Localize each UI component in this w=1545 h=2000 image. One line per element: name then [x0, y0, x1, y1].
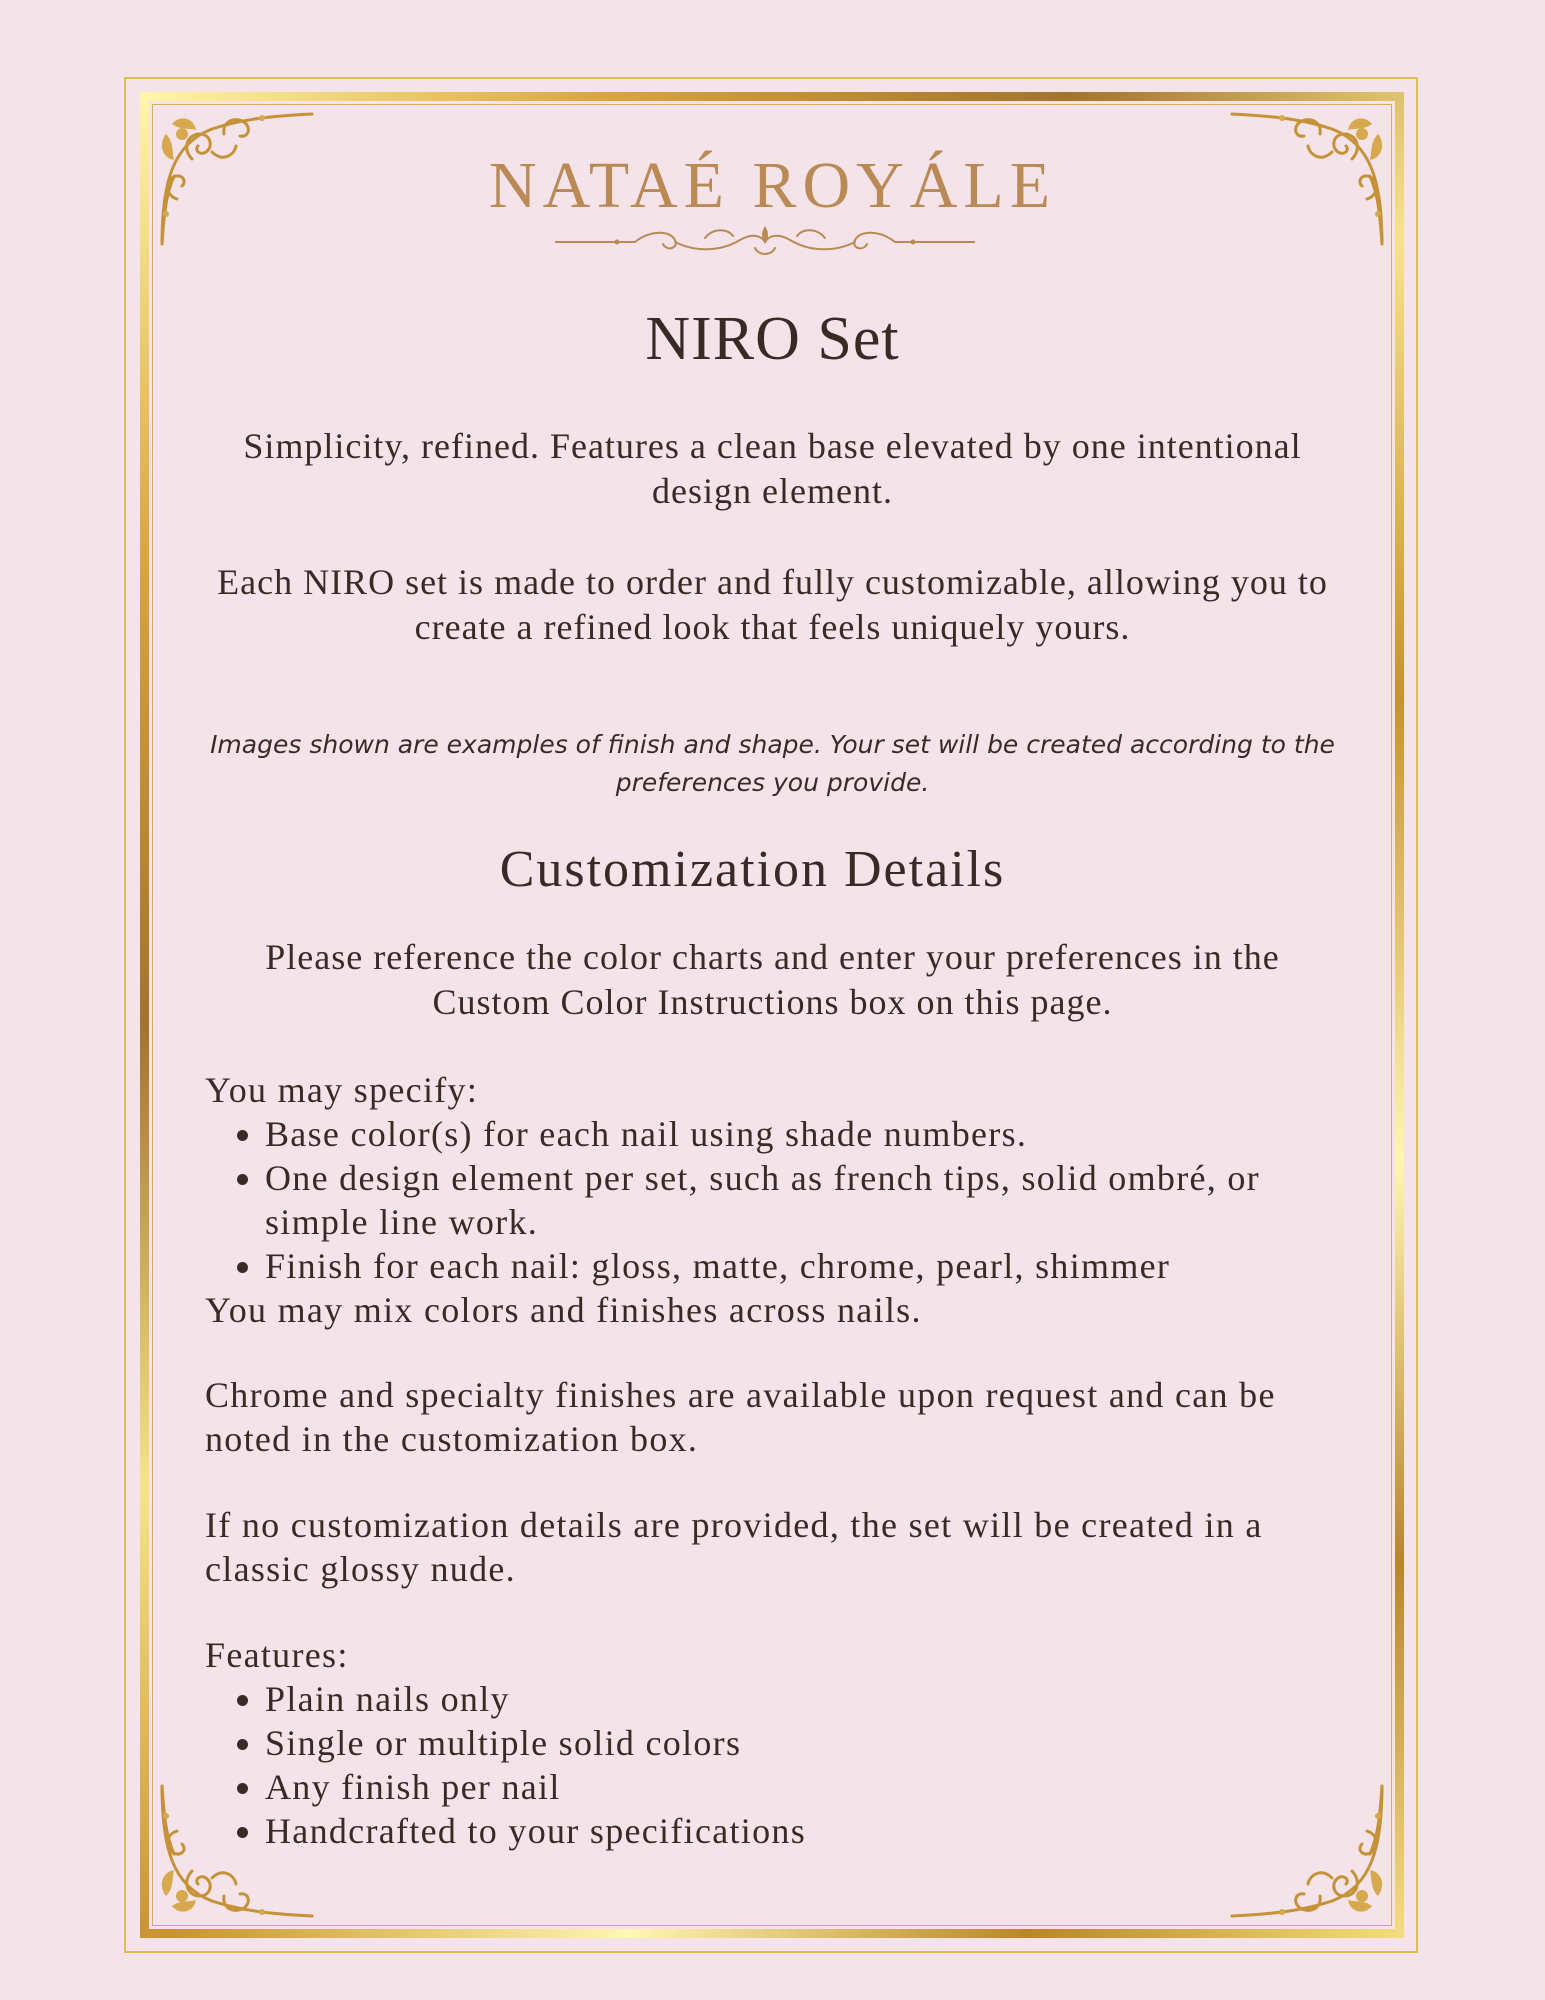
list-item: • Handcrafted to your specifications — [265, 1809, 1355, 1853]
flourish-divider-icon — [555, 222, 975, 262]
features-list — [205, 1677, 1355, 1853]
images-note: Images shown are examples of finish and shape. Your set will be created according to the preferences you provide. — [210, 730, 1335, 797]
intro-paragraph: Simplicity, refined. Features a clean base elevated by one intentional design element. — [243, 426, 1302, 511]
specify-section — [205, 1068, 1355, 1332]
page-title: NIRO Set — [645, 305, 900, 373]
list-item: • One design element per set, such as french tips, solid ombré, or simple line work. — [265, 1156, 1355, 1244]
specify-list — [205, 1112, 1355, 1288]
intro-paragraph: Each NIRO set is made to order and fully customizable, allowing you to create a refined look that feels uniquely yours. — [217, 562, 1328, 647]
list-item: • Base color(s) for each nail using shade numbers. — [265, 1112, 1355, 1156]
list-item: • Any finish per nail — [265, 1765, 1355, 1809]
features-label: Features: — [205, 1635, 349, 1675]
brand-name: NATAÉ ROYÁLE — [488, 149, 1057, 222]
specify-label: You may specify: — [205, 1070, 479, 1110]
chrome-note: Chrome and specialty finishes are available upon request and can be noted in the customization box. — [205, 1375, 1276, 1459]
reference-paragraph: Please reference the color charts and enter your preferences in the Custom Color Instructions box on this page. — [265, 937, 1280, 1022]
section-heading: Customization Details — [499, 841, 1006, 898]
features-section — [205, 1633, 1355, 1853]
list-item: • Plain nails only — [265, 1677, 1355, 1721]
list-item: • Single or multiple solid colors — [265, 1721, 1355, 1765]
mix-note: You may mix colors and finishes across nails. — [205, 1290, 922, 1330]
list-item: • Finish for each nail: gloss, matte, chrome, pearl, shimmer — [265, 1244, 1355, 1288]
default-note: If no customization details are provided, the set will be created in a classic glossy nude. — [205, 1505, 1263, 1589]
